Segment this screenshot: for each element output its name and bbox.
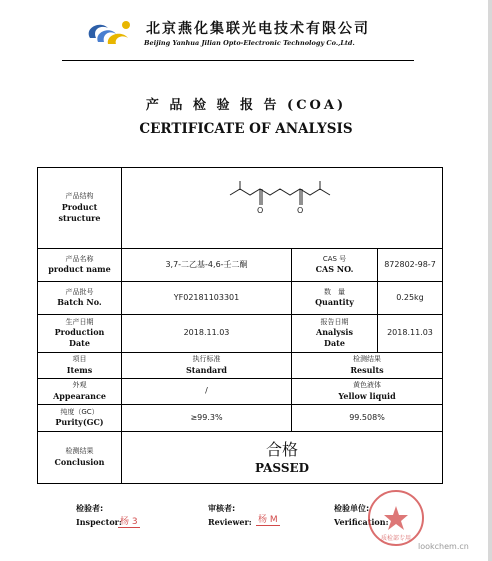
molecule-structure-icon [222,181,342,231]
standard-header: 执行标准 Standard [122,353,292,379]
quantity-value: 0.25kg [378,282,443,315]
product-name-value: 3,7-二乙基-4,6-壬二酮 [122,249,292,282]
conclusion-label: 检测结果 Conclusion [38,432,122,484]
structure-label: 产品结构 Product structure [38,168,122,249]
analysis-date-value: 2018.11.03 [378,315,443,353]
production-date-value: 2018.11.03 [122,315,292,353]
purity-result: 99.508% [292,405,443,432]
company-logo-icon [82,16,136,52]
appearance-label: 外观 Appearance [38,379,122,405]
batch-value: YF02181103301 [122,282,292,315]
verification-block: 检验单位: Verification: [334,504,389,527]
cas-value: 872802-98-7 [378,249,443,282]
purity-label: 纯度（GC） Purity(GC) [38,405,122,432]
svg-text:质检部专用: 质检部专用 [380,535,412,542]
table-row [38,379,443,405]
table-row [38,405,443,432]
quantity-label: 数 量 Quantity [292,282,378,315]
table-row [38,432,443,484]
table-row [38,249,443,282]
company-seal-stamp [366,488,426,548]
appearance-result: 黄色液体 Yellow liquid [292,379,443,405]
analysis-date-label: 报告日期 Analysis Date [292,315,378,353]
table-row [38,168,443,249]
reviewer-signature: 杨 M [256,512,280,526]
svg-text:O: O [297,206,304,216]
items-header: 项目 Items [38,353,122,379]
watermark: lookchem.cn [418,542,469,551]
inspector-signature: 杨 3 [118,514,140,528]
cas-label: CAS 号 CAS NO. [292,249,378,282]
report-title-en: CERTIFICATE OF ANALYSIS [139,121,353,137]
reviewer-signature-block: 审核者: Reviewer: [208,504,252,527]
table-row [38,315,443,353]
appearance-standard: / [122,379,292,405]
header-divider [62,60,414,61]
conclusion-value: 合格 PASSED [122,432,443,484]
table-row [38,282,443,315]
report-title-cn: 产 品 检 验 报 告 (COA) [145,98,347,113]
company-name-en: Beijing Yanhua Jilian Opto-Electronic Technology Co.,Ltd. [144,39,355,47]
inspector-signature-block: 检验者: Inspector: [76,504,122,527]
results-header: 检测结果 Results [292,353,443,379]
product-name-label: 产品名称 product name [38,249,122,282]
structure-diagram [122,168,443,249]
production-date-label: 生产日期 Production Date [38,315,122,353]
page-edge [488,0,492,561]
batch-label: 产品批号 Batch No. [38,282,122,315]
svg-text:O: O [257,206,264,216]
coa-table [37,167,443,484]
letterhead [72,16,432,56]
purity-standard: ≥99.3% [122,405,292,432]
company-name-cn: 北京燕化集联光电技术有限公司 [146,21,370,37]
table-row [38,353,443,379]
